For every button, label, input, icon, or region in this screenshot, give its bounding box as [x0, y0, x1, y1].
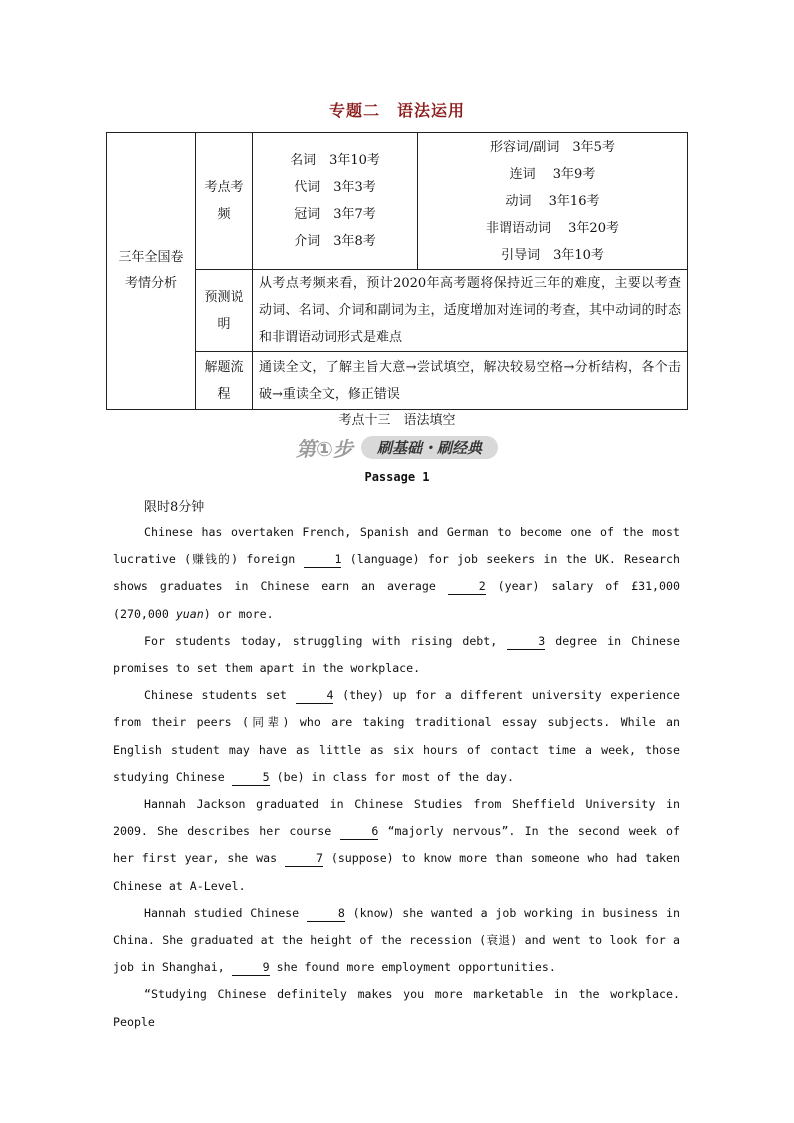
- text-run: “majorly nervous”. In the second week of her first year, she was: [113, 824, 680, 866]
- freq-item: 介词 3年8考: [294, 234, 376, 249]
- text-run: (suppose) to know more than someone who had taken Chinese at A-Level.: [113, 851, 680, 893]
- paragraph: [113, 981, 680, 1035]
- blank-2[interactable]: 2: [448, 579, 486, 595]
- freq-item: 形容词/副词 3年5考: [490, 139, 615, 155]
- text-run: Chinese has overtaken French, Spanish and German to become one of the most lucrative (赚钱的) foreign: [113, 525, 680, 567]
- text-run: Chinese students set: [144, 688, 296, 703]
- text-run: (year) salary of £31,000 (270,000: [113, 579, 680, 621]
- text-run: degree in Chinese promises to set them apart in the workplace.: [113, 633, 680, 676]
- freq-item: 名词 3年10考: [290, 153, 380, 168]
- passage-body: [113, 519, 680, 1036]
- text-run: Hannah studied Chinese: [144, 905, 307, 920]
- freq-item: 冠词 3年7考: [294, 207, 376, 222]
- passage-title: Passage 1: [364, 470, 430, 484]
- text-run-italic: yuan: [175, 606, 204, 621]
- prediction-label-text: 预测说明: [204, 289, 244, 332]
- text-run: For students today, struggling with rising debt,: [144, 633, 508, 648]
- freq-right-cell: [418, 133, 688, 270]
- text-run: “Studying Chinese definitely makes you more marketable in the workplace. People: [113, 987, 680, 1029]
- paragraph: [113, 519, 680, 628]
- blank-7[interactable]: 7: [285, 851, 323, 867]
- text-run: (they) up for a different university experience from their peers (同辈) who are taking traditional essay subjects. While an English student may have as little as six hours of contact time a week, those studying Chinese: [113, 688, 680, 784]
- text-run: (be) in class for most of the day.: [269, 769, 514, 784]
- freq-item: 连词 3年9考: [509, 166, 596, 182]
- process-label: [196, 352, 253, 410]
- step-pill: 刷基础・刷经典: [361, 436, 498, 459]
- prediction-label: [196, 270, 253, 352]
- paragraph: [113, 682, 680, 791]
- exam-analysis-table: [106, 132, 688, 410]
- freq-item: 代词 3年3考: [294, 180, 376, 195]
- freq-left-cell: [253, 133, 418, 270]
- process-text: 通读全文，了解主旨大意→尝试填空，解决较易空格→分析结构，各个击破→重读全文，修正错误: [253, 352, 688, 410]
- blank-5[interactable]: 5: [232, 770, 270, 786]
- blank-3[interactable]: 3: [507, 634, 545, 650]
- text-run: ) or more.: [203, 606, 274, 621]
- text-run: she found more employment opportunities.: [269, 960, 556, 975]
- paragraph: [113, 900, 680, 982]
- paragraph: [113, 791, 680, 900]
- freq-item: 动词 3年16考: [505, 193, 600, 209]
- text-run: (language) for job seekers in the UK. Research shows graduates in Chinese earn an average: [113, 552, 680, 594]
- blank-4[interactable]: 4: [296, 688, 334, 704]
- blank-9[interactable]: 9: [232, 960, 270, 976]
- step-banner: [296, 434, 498, 460]
- blank-8[interactable]: 8: [307, 906, 345, 922]
- blank-1[interactable]: 1: [304, 552, 342, 568]
- freq-item: 非谓语动词 3年20考: [486, 220, 619, 236]
- text-run: (know) she wanted a job working in business in China. She graduated at the height of the recession (衰退) and went to look for a job in Shanghai,: [113, 905, 681, 975]
- freq-label-text: 考点考频: [204, 180, 244, 222]
- page-title: 专题二 语法运用: [328, 101, 465, 120]
- blank-6[interactable]: 6: [340, 824, 378, 840]
- section-label: [107, 133, 196, 410]
- freq-item: 引导词 3年10考: [501, 247, 604, 263]
- freq-label: [196, 133, 253, 270]
- text-run: Hannah Jackson graduated in Chinese Studies from Sheffield University in 2009. She describes her course: [113, 797, 680, 839]
- step-number: 第①步: [296, 436, 353, 461]
- process-label-text: 解题流程: [204, 359, 244, 402]
- paragraph: [113, 628, 680, 682]
- prediction-text: 从考点考频来看，预计2020年高考题将保持近三年的难度，主要以考查动词、名词、介词和副词为主，适度增加对连词的考查，其中动词的时态和非谓语动词形式是难点: [253, 270, 688, 352]
- section-label-text: 三年全国卷考情分析: [118, 250, 184, 291]
- time-limit: 限时8分钟: [144, 500, 205, 515]
- subheading: 考点十三 语法填空: [338, 413, 456, 428]
